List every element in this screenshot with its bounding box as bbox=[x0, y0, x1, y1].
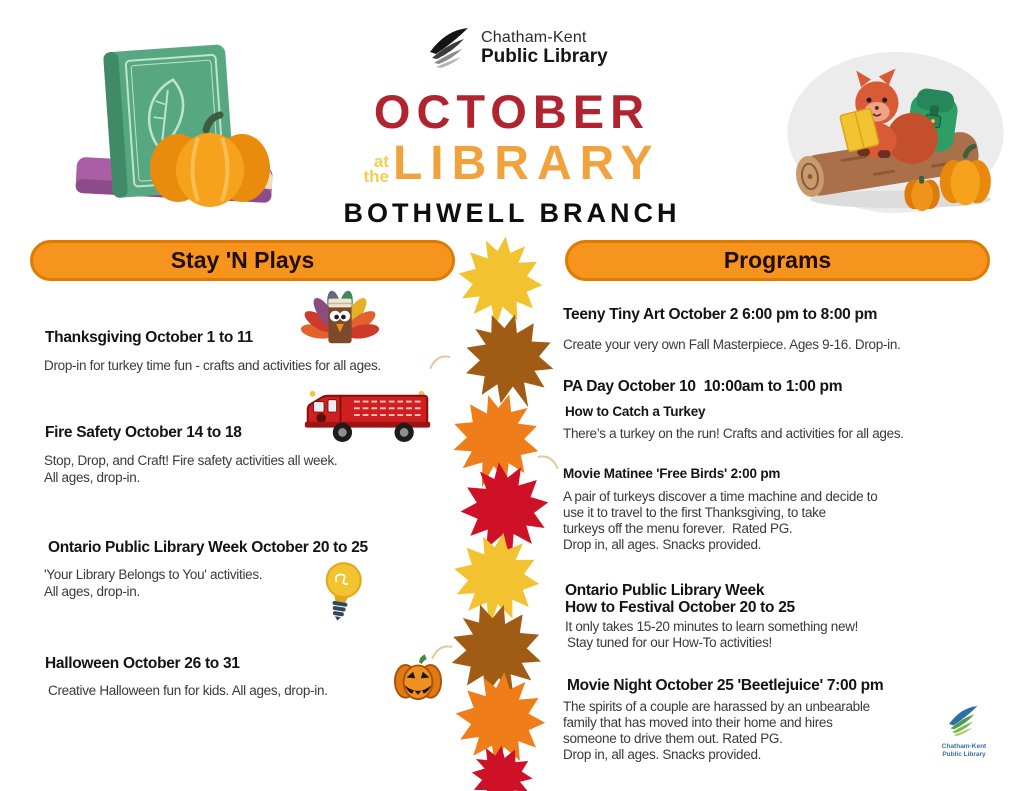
title-the: the bbox=[363, 167, 389, 186]
logo-line1: Chatham-Kent bbox=[481, 29, 587, 46]
library-swoosh-icon bbox=[946, 706, 982, 736]
fire-truck-icon bbox=[302, 389, 433, 443]
library-swoosh-icon bbox=[428, 28, 472, 68]
library-logo-header bbox=[428, 28, 608, 68]
programs-header: Programs bbox=[565, 240, 990, 281]
program-desc: someone to drive them out. Rated PG. bbox=[563, 731, 783, 746]
vine-tendril-icon bbox=[534, 452, 560, 472]
library-logo-footer bbox=[925, 706, 1003, 759]
turkey-book-icon bbox=[300, 287, 380, 349]
program-desc: Stay tuned for our How-To activities! bbox=[567, 635, 772, 650]
program-title-movie-matinee: Movie Matinee 'Free Birds' 2:00 pm bbox=[563, 466, 781, 481]
program-subtitle: How to Catch a Turkey bbox=[565, 404, 706, 419]
program-desc: turkeys off the menu forever. Rated PG. bbox=[563, 521, 793, 536]
program-desc: Drop in, all ages. Snacks provided. bbox=[563, 537, 762, 552]
event-desc: Stop, Drop, and Craft! Fire safety activities all week. bbox=[44, 453, 338, 468]
stay-n-plays-header: Stay 'N Plays bbox=[30, 240, 455, 281]
program-desc: The spirits of a couple are harassed by an unbearable bbox=[563, 699, 870, 714]
branch-title: BOTHWELL BRANCH bbox=[343, 198, 681, 228]
program-title-movie-night: Movie Night October 25 'Beetlejuice' 7:00 pm bbox=[567, 677, 884, 694]
event-title-thanksgiving: Thanksgiving October 1 to 11 bbox=[45, 329, 253, 346]
program-desc: A pair of turkeys discover a time machine and decide to bbox=[563, 489, 878, 504]
title-library-row bbox=[0, 136, 1024, 191]
program-desc: family that has moved into their home and hires bbox=[563, 715, 833, 730]
title-at: at bbox=[373, 152, 389, 171]
event-desc: Drop-in for turkey time fun - crafts and activities for all ages. bbox=[44, 358, 381, 373]
program-desc: There’s a turkey on the run! Crafts and activities for all ages. bbox=[563, 426, 904, 441]
program-title-pa-day: PA Day October 10 10:00am to 1:00 pm bbox=[563, 378, 843, 395]
title-at-the bbox=[363, 154, 389, 184]
event-title-oplw: Ontario Public Library Week October 20 to 25 bbox=[48, 539, 368, 556]
program-desc: use it to travel to the first Thanksgiving, to take bbox=[563, 505, 826, 520]
program-title-teeny-tiny-art: Teeny Tiny Art October 2 6:00 pm to 8:00 pm bbox=[563, 306, 878, 323]
program-title-oplw: Ontario Public Library Week bbox=[565, 582, 765, 599]
footer-logo-line1: Chatham-Kent bbox=[941, 743, 987, 750]
event-desc: 'Your Library Belongs to You' activities. bbox=[44, 567, 263, 582]
footer-logo-line2: Public Library bbox=[942, 751, 986, 758]
event-desc: All ages, drop-in. bbox=[44, 584, 140, 599]
program-desc: Create your very own Fall Masterpiece. Ages 9-16. Drop-in. bbox=[563, 337, 901, 352]
jack-o-lantern-icon bbox=[393, 653, 443, 700]
event-desc: Creative Halloween fun for kids. All ages, drop-in. bbox=[48, 683, 328, 698]
logo-line2: Public Library bbox=[481, 46, 608, 67]
title-month: OCTOBER bbox=[373, 85, 651, 138]
title-library: LIBRARY bbox=[392, 137, 661, 190]
program-title-how-to-festival: How to Festival October 20 to 25 bbox=[565, 599, 795, 616]
lightbulb-icon bbox=[321, 559, 363, 623]
vine-tendril-icon bbox=[428, 352, 454, 372]
program-desc: It only takes 15-20 minutes to learn something new! bbox=[565, 619, 859, 634]
event-title-halloween: Halloween October 26 to 31 bbox=[45, 655, 240, 672]
event-title-fire-safety: Fire Safety October 14 to 18 bbox=[45, 424, 242, 441]
event-desc: All ages, drop-in. bbox=[44, 470, 140, 485]
program-desc: Drop in, all ages. Snacks provided. bbox=[563, 747, 762, 762]
